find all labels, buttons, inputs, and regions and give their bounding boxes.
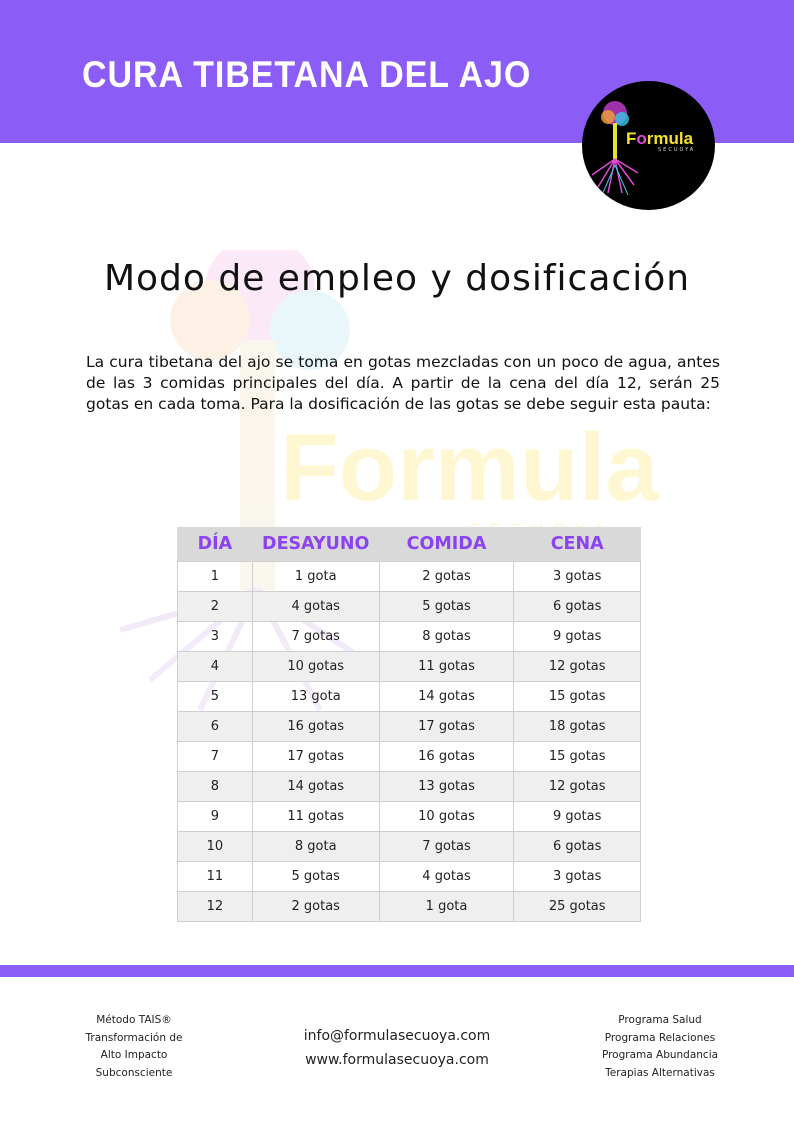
svg-text:Formula: Formula [280,414,659,521]
cell-desayuno: 1 gota [252,562,379,592]
footer-program-item: Programa Abundancia [601,1049,719,1061]
cell-dia: 6 [178,712,253,742]
cell-cena: 9 gotas [514,622,641,652]
logo-text: Formula [626,129,694,148]
page-title: CURA TIBETANA DEL AJO [82,54,532,95]
footer-left-line: Método TAIS® [96,1014,172,1026]
cell-cena: 9 gotas [514,802,641,832]
cell-desayuno: 13 gota [252,682,379,712]
column-header-comida: COMIDA [379,527,514,562]
cell-cena: 3 gotas [514,862,641,892]
table-row [178,742,641,772]
table-row [178,562,641,592]
cell-cena: 6 gotas [514,832,641,862]
cell-cena: 15 gotas [514,682,641,712]
footer-method-info [70,1012,198,1082]
cell-dia: 7 [178,742,253,772]
table-row [178,682,641,712]
table-header-row [178,527,641,562]
cell-dia: 3 [178,622,253,652]
table-row [178,832,641,862]
cell-comida: 13 gotas [379,772,514,802]
cell-dia: 4 [178,652,253,682]
footer-website[interactable]: www.formulasecuoya.com [305,1052,489,1068]
cell-dia: 12 [178,892,253,922]
table-row [178,862,641,892]
cell-desayuno: 11 gotas [252,802,379,832]
cell-comida: 17 gotas [379,712,514,742]
table-row [178,712,641,742]
column-header-dia: DÍA [178,527,253,562]
cell-cena: 12 gotas [514,772,641,802]
cell-desayuno: 7 gotas [252,622,379,652]
cell-cena: 6 gotas [514,592,641,622]
formula-secuoya-logo [582,81,715,210]
cell-comida: 2 gotas [379,562,514,592]
intro-paragraph: La cura tibetana del ajo se toma en gotas mezcladas con un poco de agua, antes de las 3 comidas principales del día. A partir de la cena del día 12, serán 25 gotas en cada toma. Para la dosificación de las gotas se debe seguir esta pauta: [86,353,720,413]
footer-email[interactable]: info@formulasecuoya.com [303,1028,491,1044]
footer-contact [270,1024,524,1072]
cell-comida: 8 gotas [379,622,514,652]
footer-program-item: Programa Salud [618,1014,702,1026]
column-header-cena: CENA [514,527,641,562]
cell-comida: 7 gotas [379,832,514,862]
cell-dia: 2 [178,592,253,622]
cell-desayuno: 4 gotas [252,592,379,622]
footer-program-item: Terapias Alternativas [605,1066,715,1079]
logo-subtext: SECUOYA [658,147,696,153]
cell-dia: 1 [178,562,253,592]
footer-left-line: Transformación de [85,1031,183,1044]
footer-left-line: Alto Impacto [100,1049,168,1061]
table-row [178,622,641,652]
cell-cena: 15 gotas [514,742,641,772]
footer-bar [0,965,794,977]
cell-desayuno: 17 gotas [252,742,379,772]
cell-comida: 16 gotas [379,742,514,772]
cell-cena: 18 gotas [514,712,641,742]
table-row [178,652,641,682]
cell-comida: 4 gotas [379,862,514,892]
dosage-table [177,527,641,922]
cell-desayuno: 5 gotas [252,862,379,892]
cell-dia: 9 [178,802,253,832]
footer-left-line: Subconsciente [95,1066,173,1079]
footer-program-item: Programa Relaciones [604,1031,716,1044]
cell-desayuno: 2 gotas [252,892,379,922]
cell-comida: 10 gotas [379,802,514,832]
cell-dia: 11 [178,862,253,892]
section-heading: Modo de empleo y dosificación [103,258,691,299]
table-row [178,892,641,922]
cell-comida: 14 gotas [379,682,514,712]
cell-comida: 5 gotas [379,592,514,622]
cell-cena: 12 gotas [514,652,641,682]
cell-desayuno: 16 gotas [252,712,379,742]
cell-desayuno: 8 gota [252,832,379,862]
cell-dia: 8 [178,772,253,802]
footer-programs [590,1012,730,1082]
table-row [178,592,641,622]
cell-cena: 3 gotas [514,562,641,592]
cell-dia: 5 [178,682,253,712]
column-header-desayuno: DESAYUNO [252,527,379,562]
cell-cena: 25 gotas [514,892,641,922]
cell-comida: 1 gota [379,892,514,922]
table-row [178,802,641,832]
cell-desayuno: 10 gotas [252,652,379,682]
cell-desayuno: 14 gotas [252,772,379,802]
cell-dia: 10 [178,832,253,862]
table-row [178,772,641,802]
cell-comida: 11 gotas [379,652,514,682]
